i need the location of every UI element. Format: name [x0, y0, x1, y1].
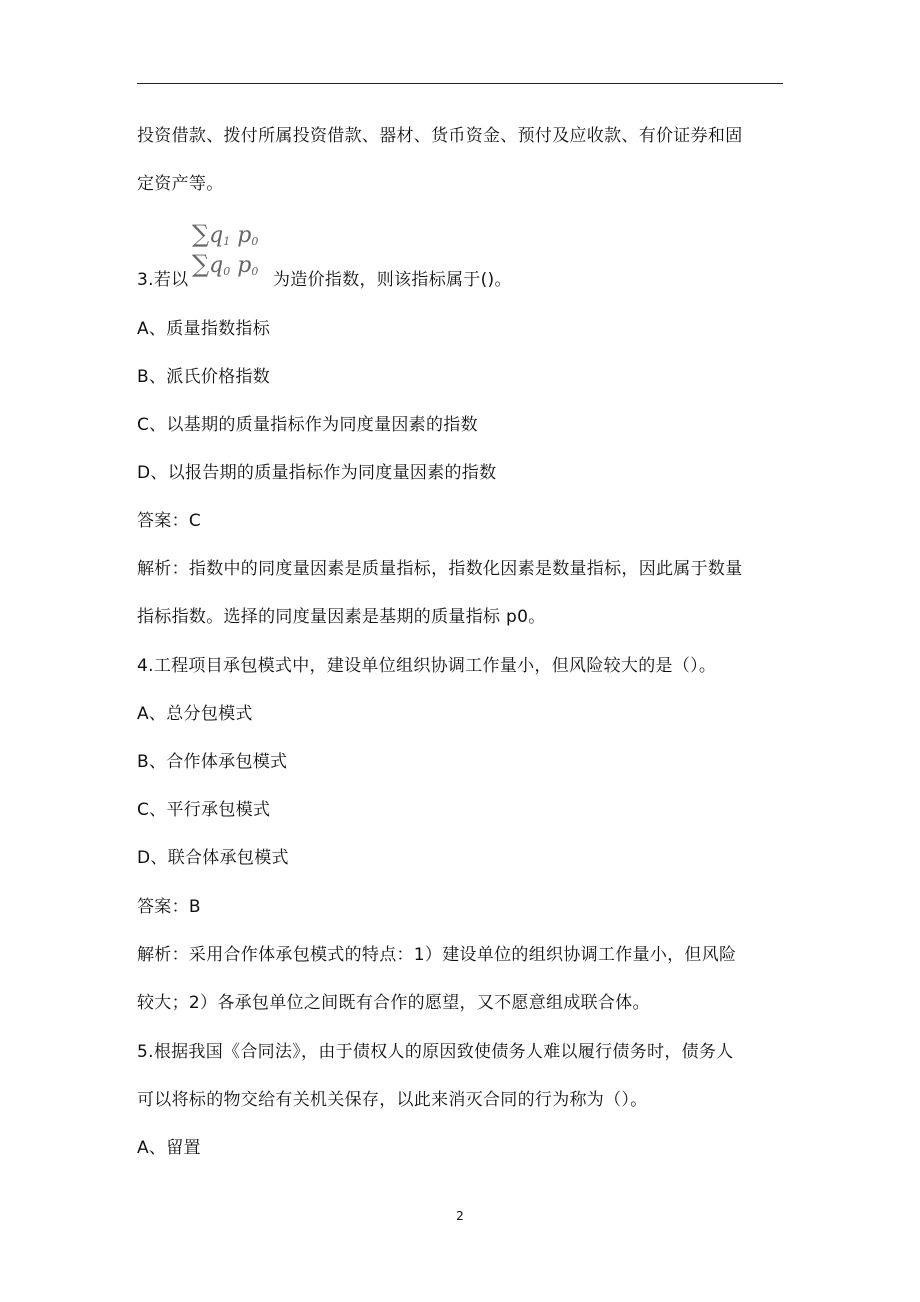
- text-line: 定资产等。: [137, 174, 224, 194]
- analysis: 较大；2）各承包单位之间既有合作的愿望，又不愿意组成联合体。: [137, 993, 650, 1013]
- option-b: B、派氏价格指数: [137, 367, 271, 387]
- option-d: D、联合体承包模式: [137, 848, 289, 868]
- option-a: A、质量指数指标: [137, 319, 271, 339]
- header-rule: [137, 83, 783, 84]
- option-c: C、以基期的质量指标作为同度量因素的指数: [137, 415, 478, 435]
- question-4: 4.工程项目承包模式中，建设单位组织协调工作量小，但风险较大的是（）。: [137, 656, 717, 676]
- question-5: 可以将标的物交给有关机关保存，以此来消灭合同的行为称为（）。: [137, 1090, 648, 1110]
- option-a: A、总分包模式: [137, 704, 253, 724]
- analysis: 指标指数。选择的同度量因素是基期的质量指标 p0。: [137, 607, 546, 627]
- formula-numerator: $\sum q_1$ $p_0$: [192, 220, 259, 248]
- page-number: 2: [456, 1209, 464, 1223]
- question-5: 5.根据我国《合同法》，由于债权人的原因致使债务人难以履行债务时，债务人: [137, 1042, 734, 1062]
- question-3-prefix: 3.若以: [137, 270, 189, 290]
- option-b: B、合作体承包模式: [137, 752, 288, 772]
- option-d: D、以报告期的质量指标作为同度量因素的指数: [137, 463, 497, 483]
- formula-denominator: $\sum q_0$ $p_0$: [192, 250, 259, 278]
- analysis: 解析：采用合作体承包模式的特点：1）建设单位的组织协调工作量小，但风险: [137, 945, 737, 965]
- price-index-formula: [192, 219, 272, 283]
- option-a: A、留置: [137, 1138, 201, 1158]
- question-3-suffix: 为造价指数，则该指标属于()。: [273, 270, 512, 290]
- option-c: C、平行承包模式: [137, 800, 271, 820]
- analysis: 解析：指数中的同度量因素是质量指标，指数化因素是数量指标，因此属于数量: [137, 559, 743, 579]
- answer: 答案：C: [137, 511, 202, 531]
- answer: 答案：B: [137, 897, 201, 917]
- text-line: 投资借款、拨付所属投资借款、器材、货币资金、预付及应收款、有价证券和固: [137, 126, 743, 146]
